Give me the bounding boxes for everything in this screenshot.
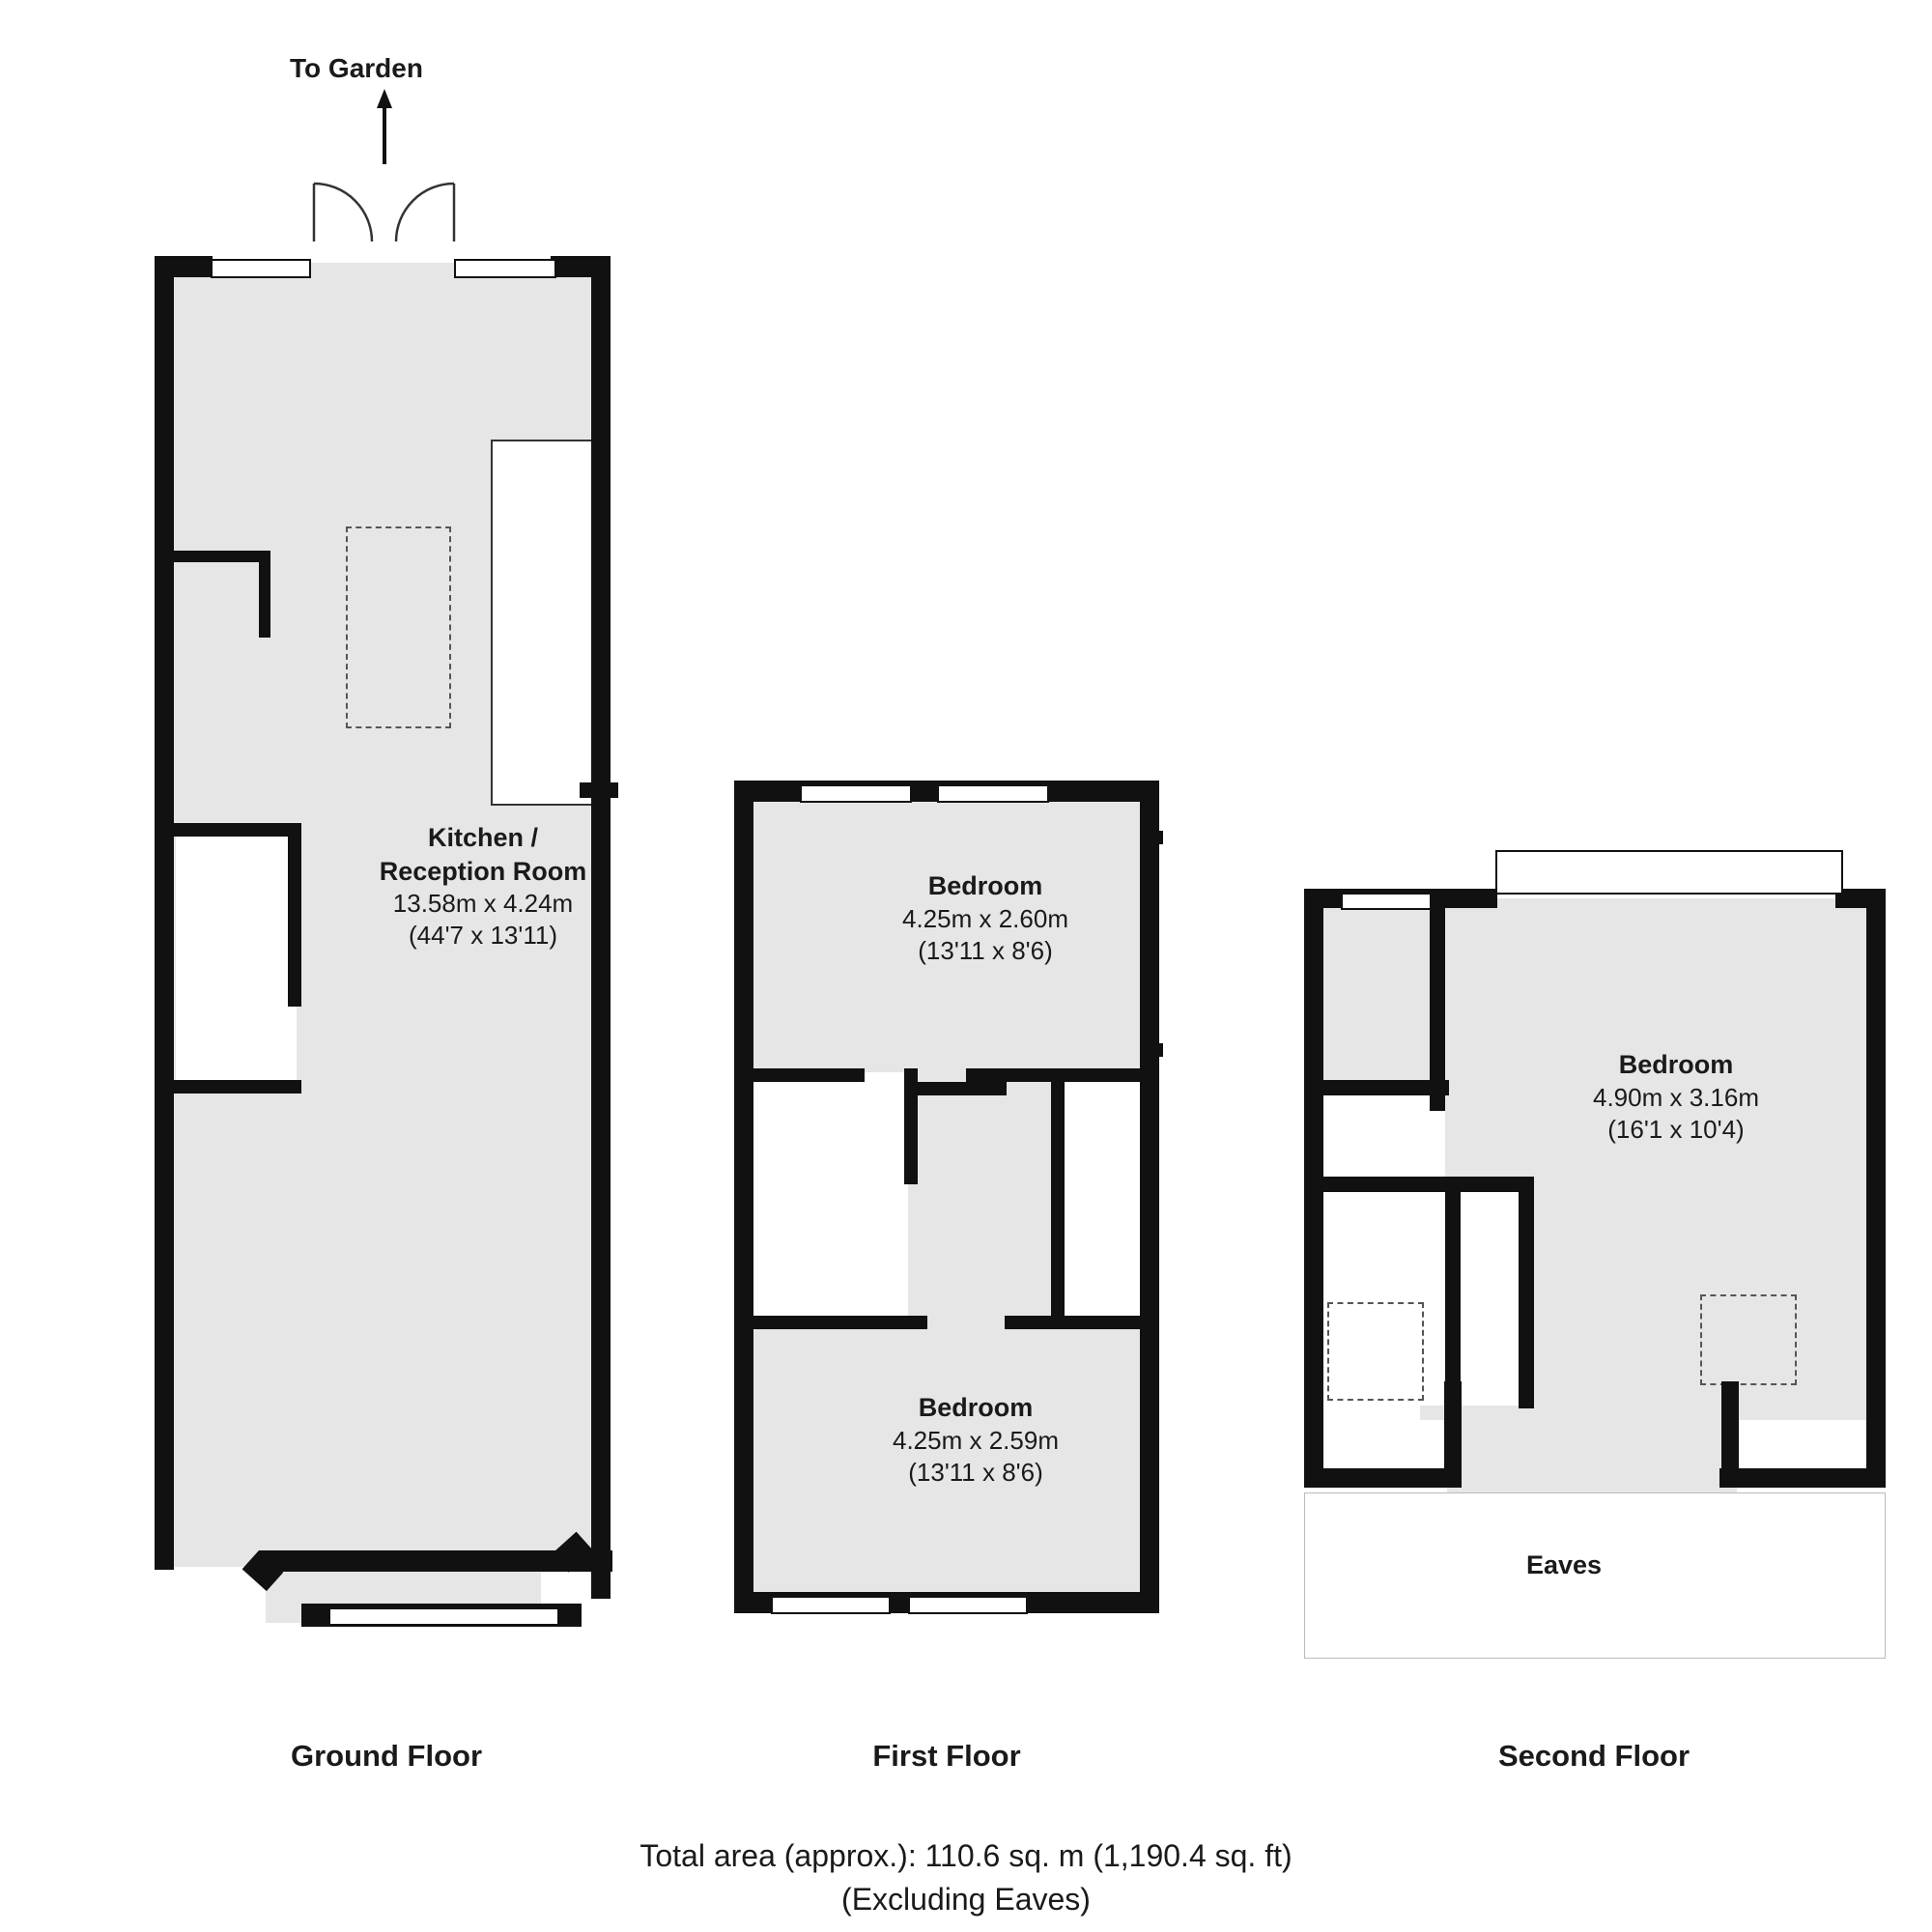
wall-second-store-top xyxy=(1445,1177,1534,1192)
first-bottom-bedroom-dim-metric: 4.25m x 2.59m xyxy=(893,1425,1059,1455)
window-bay-front xyxy=(328,1607,559,1626)
wall-first-left xyxy=(734,781,753,1611)
wall-second-dormer-right xyxy=(1721,1381,1739,1488)
wall-kitchen-return xyxy=(580,782,618,798)
window-second-bathroom xyxy=(1341,893,1434,910)
second-bathroom-fill xyxy=(1310,898,1435,1082)
total-area-line2: (Excluding Eaves) xyxy=(841,1882,1091,1917)
first-top-bedroom-name: Bedroom xyxy=(927,871,1043,900)
ground-room-dim-imperial: (44'7 x 13'11) xyxy=(409,921,557,951)
window-first-bottom-right xyxy=(908,1596,1028,1614)
ground-room-name-line1: Kitchen / xyxy=(427,823,538,852)
wall-first-cupboard xyxy=(1140,831,1163,844)
wall-first-right xyxy=(1140,781,1159,1611)
wall-ground-left xyxy=(155,256,174,1570)
ground-room-label xyxy=(309,821,657,952)
first-bottom-bedroom-label xyxy=(831,1391,1121,1489)
window-first-top-left xyxy=(800,784,912,803)
wall-second-right xyxy=(1866,889,1886,1488)
first-bottom-bedroom-dim-imperial: (13'11 x 8'6) xyxy=(908,1457,1043,1487)
wall-first-landing-bottom xyxy=(734,1316,927,1329)
wall-first-bath-left xyxy=(1051,1068,1065,1329)
wall-second-bottom-right xyxy=(1719,1468,1886,1488)
second-bedroom-dim-imperial: (16'1 x 10'4) xyxy=(1607,1114,1745,1144)
first-landing-fill xyxy=(908,1067,1063,1328)
second-shower-zone xyxy=(1310,1082,1445,1183)
second-floor-plan xyxy=(1294,0,1893,1773)
wall-hall-left xyxy=(155,1080,174,1119)
ground-room-name-line2: Reception Room xyxy=(379,856,587,886)
window-first-top-right xyxy=(937,784,1049,803)
wall-wc-enclosure-top xyxy=(174,823,301,837)
second-dormer-top xyxy=(1495,850,1843,895)
wall-first-landing-bottom-right xyxy=(1005,1316,1159,1329)
first-bottom-bedroom-name: Bedroom xyxy=(918,1393,1034,1422)
wall-second-store-right xyxy=(1519,1177,1534,1408)
second-storage-left xyxy=(1327,1302,1424,1401)
second-storage-right xyxy=(1700,1294,1797,1385)
second-bedroom-name: Bedroom xyxy=(1618,1050,1734,1079)
wall-second-bath-bottom xyxy=(1304,1080,1449,1095)
wall-first-landing-divider xyxy=(904,1082,1007,1095)
wall-wc-top xyxy=(174,551,269,562)
wall-second-top-mid xyxy=(1449,889,1497,908)
second-bedroom-dim-metric: 4.90m x 3.16m xyxy=(1593,1082,1759,1112)
second-dormer-fill xyxy=(1447,1391,1737,1507)
wall-first-landing-top xyxy=(734,1068,865,1082)
wall-wc-enclosure-right xyxy=(288,823,301,1007)
wall-second-bottom-left xyxy=(1304,1468,1459,1488)
window-rear-right xyxy=(454,259,556,278)
second-bedroom-label xyxy=(1517,1048,1835,1146)
wall-first-cupboard2 xyxy=(1140,1043,1163,1057)
window-first-bottom-left xyxy=(771,1596,891,1614)
wall-second-shower-bottom xyxy=(1304,1177,1459,1192)
second-floor-title: Second Floor xyxy=(1497,1739,1690,1773)
eaves-label: Eaves xyxy=(1526,1550,1603,1579)
first-top-bedroom-dim-imperial: (13'11 x 8'6) xyxy=(918,935,1053,965)
kitchen-island xyxy=(346,526,451,728)
ground-room-dim-metric: 13.58m x 4.24m xyxy=(392,889,574,919)
total-area-line1: Total area (approx.): 110.6 sq. m (1,190.4 sq. ft) xyxy=(639,1838,1293,1873)
to-garden-label: To Garden xyxy=(290,53,423,83)
first-top-bedroom-label xyxy=(840,869,1130,967)
first-floor-title: First Floor xyxy=(872,1739,1021,1773)
first-stairs-zone xyxy=(744,1072,908,1328)
wall-wc-side xyxy=(259,551,270,638)
ground-floor-plan xyxy=(0,0,676,1773)
wall-second-store-left xyxy=(1445,1177,1461,1408)
wall-ground-top-left xyxy=(155,256,213,277)
wall-front-left-stub xyxy=(155,1507,174,1570)
first-top-bedroom-dim-metric: 4.25m x 2.60m xyxy=(902,903,1068,933)
wall-ground-top-right xyxy=(551,256,611,277)
wall-second-bath-right xyxy=(1430,889,1445,1111)
wc-room xyxy=(176,831,297,1092)
window-rear-left xyxy=(211,259,311,278)
ground-floor-title: Ground Floor xyxy=(290,1739,483,1773)
first-bathroom-zone xyxy=(1063,1072,1150,1328)
first-floor-plan xyxy=(715,0,1217,1773)
wall-wc-enclosure-bottom xyxy=(174,1080,301,1094)
